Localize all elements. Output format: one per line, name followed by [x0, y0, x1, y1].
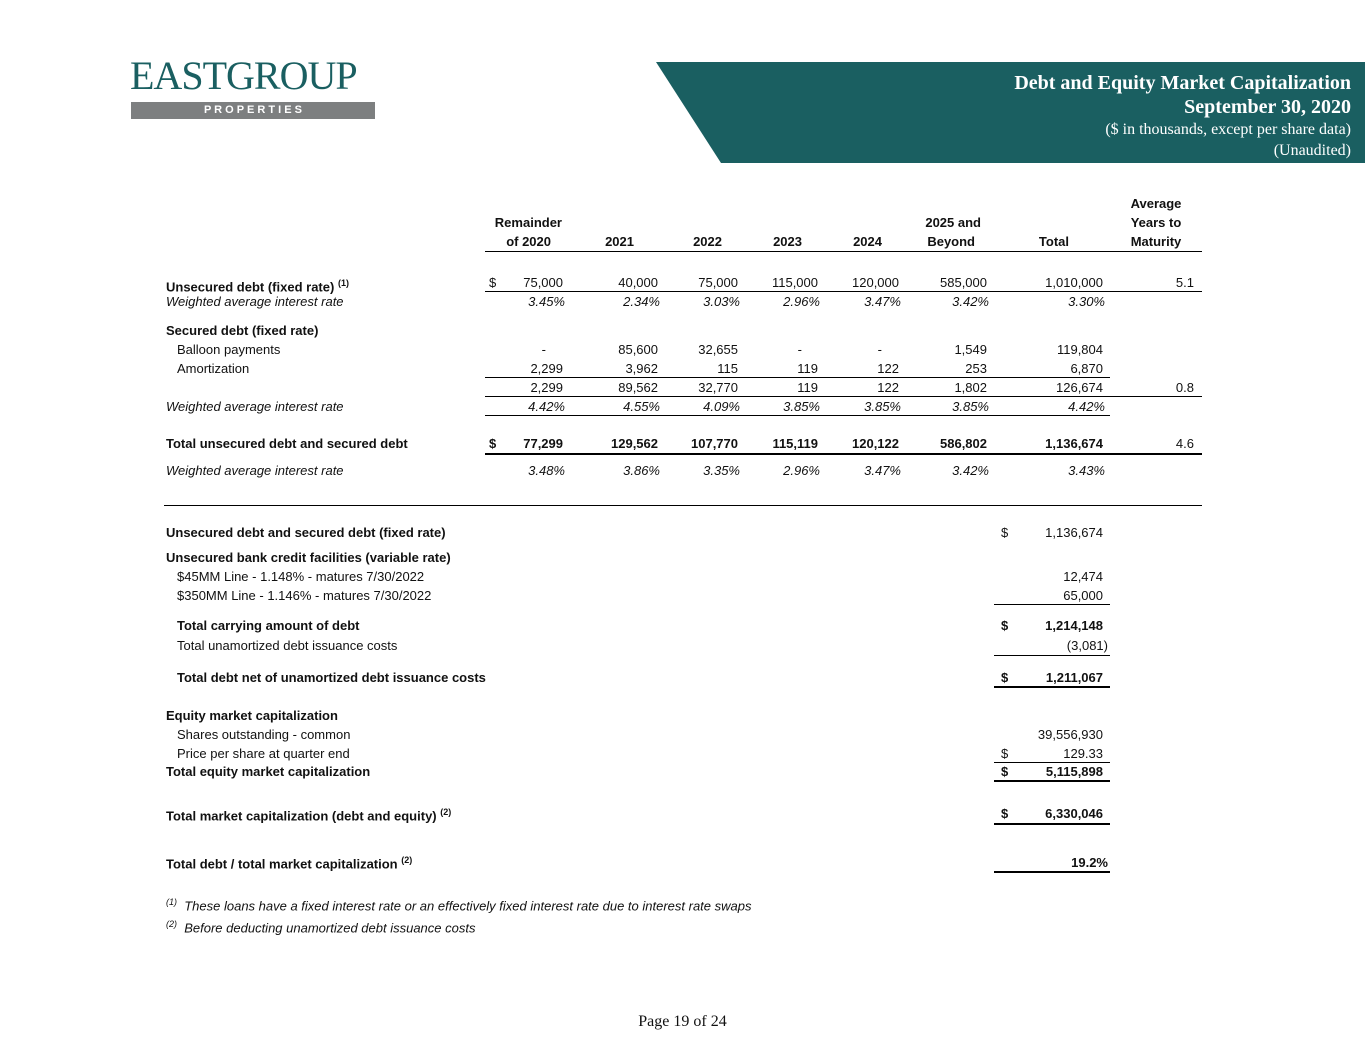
line350-value: 65,000: [1063, 588, 1103, 603]
ratio-label: [166, 852, 412, 872]
header-avg-line3: Maturity: [1130, 234, 1182, 249]
logo-subtitle: P R O P E R T I E S: [131, 102, 375, 119]
market-cap-value: 6,330,046: [1045, 806, 1103, 821]
table-row: [0, 275, 1365, 295]
header-beyond-line2: Beyond: [927, 234, 975, 249]
unamortized-label: Total unamortized debt issuance costs: [177, 638, 398, 653]
cell-2021: 4.55%: [623, 399, 660, 414]
cell-2022: 107,770: [691, 436, 738, 451]
banner-date: September 30, 2020: [1184, 96, 1351, 118]
cell-total: 1,136,674: [1045, 436, 1103, 451]
cell-total: 1,010,000: [1045, 275, 1103, 290]
cell-total: 6,870: [1070, 361, 1103, 376]
header-banner: [656, 62, 1365, 163]
cell-total: 119,804: [1056, 342, 1103, 357]
cell-years: 0.8: [1175, 380, 1194, 395]
cell-2024: 122: [877, 361, 899, 376]
cell-2023: 119: [797, 380, 818, 395]
footnote-1: [166, 894, 751, 914]
line45-label: $45MM Line - 1.148% - matures 7/30/2022: [177, 569, 425, 584]
cell-2024: 120,000: [852, 275, 899, 290]
cell-2022: 115: [717, 361, 738, 376]
market-cap-text: Total market capitalization (debt and equity): [166, 808, 437, 824]
shares-label: Shares outstanding - common: [177, 727, 351, 742]
banner-title: Debt and Equity Market Capitalization: [1014, 72, 1351, 94]
shares-value: 39,556,930: [1037, 727, 1103, 742]
cell-2024: 3.47%: [864, 294, 901, 309]
table-row: [0, 436, 1365, 452]
dollar-sign: $: [1001, 764, 1009, 779]
cell-2021: 3.86%: [623, 463, 660, 478]
price-value: 129.33: [1063, 746, 1103, 761]
unsecured-label: Unsecured debt (fixed rate): [166, 279, 335, 295]
cell-2023: 3.85%: [783, 399, 820, 414]
header-underline: [485, 251, 1202, 252]
cell-2024: -: [877, 342, 882, 357]
table-row: [0, 463, 1365, 479]
cell-2020: 2,299: [530, 380, 563, 395]
cell-2021: 2.34%: [623, 294, 660, 309]
row-underline: [485, 377, 1110, 378]
cell-2022: 4.09%: [703, 399, 740, 414]
footnote-text: These loans have a fixed interest rate or an effectively fixed interest rate due to interest rate swaps: [184, 898, 752, 914]
company-logo: [130, 55, 377, 120]
footnote-2: [166, 916, 475, 936]
header-remainder-line2: of 2020: [506, 234, 551, 249]
price-label: Price per share at quarter end: [177, 746, 350, 761]
table-row: [0, 361, 1365, 377]
secured-section-title: Secured debt (fixed rate): [166, 323, 319, 338]
equity-total-label: Total equity market capitalization: [166, 764, 371, 779]
cell-2023: 115,000: [771, 275, 818, 290]
row-underline: [485, 396, 1202, 397]
unamortized-value: (3,081): [1066, 638, 1108, 653]
equity-title: Equity market capitalization: [166, 708, 338, 723]
carrying-value: 1,214,148: [1045, 618, 1103, 633]
dollar-sign: $: [1001, 618, 1009, 633]
cell-2020: 3.45%: [528, 294, 565, 309]
market-cap-label: [166, 804, 451, 824]
net-debt-value: 1,211,067: [1045, 670, 1103, 685]
banner-units: ($ in thousands, except per share data): [1105, 121, 1351, 138]
row-label: Weighted average interest rate: [166, 463, 344, 478]
row-label: Weighted average interest rate: [166, 294, 344, 309]
footnote-ref: (1): [337, 278, 349, 288]
cell-2022: 3.03%: [703, 294, 740, 309]
cell-beyond: 3.42%: [952, 463, 989, 478]
cell-2020: 77,299: [523, 436, 563, 451]
row-label: [166, 275, 349, 295]
ratio-text: Total debt / total market capitalization: [166, 856, 398, 872]
cell-2022: 32,770: [698, 380, 738, 395]
table-row: [0, 380, 1365, 396]
header-avg-line2: Years to: [1130, 215, 1182, 230]
dollar-sign: $: [1001, 525, 1009, 540]
cell-2024: 3.47%: [864, 463, 901, 478]
line350-label: $350MM Line - 1.146% - matures 7/30/2022: [177, 588, 432, 603]
row-underline: [994, 655, 1110, 656]
footnote-mark: (1): [166, 897, 177, 907]
footnote-ref: (2): [440, 807, 452, 817]
row-label: Balloon payments: [177, 342, 281, 357]
dollar-sign: $: [1001, 746, 1009, 761]
header-2022: 2022: [693, 234, 722, 249]
cell-2023: 2.96%: [783, 463, 820, 478]
cell-total: 3.30%: [1068, 294, 1105, 309]
cell-2024: 120,122: [852, 436, 899, 451]
cell-2021: 3,962: [625, 361, 658, 376]
header-2023: 2023: [773, 234, 802, 249]
net-debt-label: Total debt net of unamortized debt issuance costs: [177, 670, 486, 685]
line45-value: 12,474: [1063, 569, 1103, 584]
cell-2022: 32,655: [698, 342, 738, 357]
cell-2020: 2,299: [530, 361, 563, 376]
equity-total-value: 5,115,898: [1045, 764, 1103, 779]
cell-beyond: 585,000: [940, 275, 987, 290]
dollar-sign: $: [489, 275, 497, 290]
row-underline: [485, 415, 1110, 416]
row-double-underline: [994, 686, 1110, 688]
header-2024: 2024: [853, 234, 882, 249]
header-beyond-line1: 2025 and: [925, 215, 981, 230]
row-label: Weighted average interest rate: [166, 399, 344, 414]
cell-total: 3.43%: [1068, 463, 1105, 478]
ratio-value: 19.2%: [1071, 855, 1108, 870]
cell-2021: 85,600: [618, 342, 658, 357]
cell-2022: 75,000: [698, 275, 738, 290]
cell-beyond: 253: [965, 361, 987, 376]
cell-beyond: 3.42%: [952, 294, 989, 309]
cell-total: 4.42%: [1068, 399, 1105, 414]
cell-beyond: 3.85%: [952, 399, 989, 414]
table-row: [0, 342, 1365, 358]
cell-2021: 40,000: [618, 275, 658, 290]
dollar-sign: $: [1001, 670, 1009, 685]
row-underline: [994, 762, 1110, 763]
cell-2023: 2.96%: [783, 294, 820, 309]
cell-2023: -: [797, 342, 802, 357]
cell-years: 5.1: [1175, 275, 1194, 290]
bank-facilities-title: Unsecured bank credit facilities (variable rate): [166, 550, 451, 565]
cell-2022: 3.35%: [703, 463, 740, 478]
cell-2024: 122: [877, 380, 899, 395]
page-number: Page 19 of 24: [638, 1013, 727, 1030]
fixed-debt-value: 1,136,674: [1045, 525, 1103, 540]
cell-beyond: 1,802: [954, 380, 987, 395]
cell-years: 4.6: [1175, 436, 1194, 451]
row-label: Total unsecured debt and secured debt: [166, 436, 408, 451]
carrying-label: Total carrying amount of debt: [177, 618, 360, 633]
row-underline: [485, 291, 1202, 292]
cell-2023: 119: [797, 361, 818, 376]
header-avg-line1: Average: [1130, 196, 1182, 211]
fixed-debt-label: Unsecured debt and secured debt (fixed rate): [166, 525, 446, 540]
row-double-underline: [994, 871, 1110, 873]
table-row: [0, 399, 1365, 415]
cell-2020: 4.42%: [528, 399, 565, 414]
footnote-ref: (2): [401, 855, 413, 865]
cell-2024: 3.85%: [864, 399, 901, 414]
footnote-text: Before deducting unamortized debt issuance costs: [184, 920, 476, 936]
footnote-mark: (2): [166, 919, 177, 929]
row-double-underline: [994, 823, 1110, 825]
logo-wordmark: EASTGROUP: [130, 53, 357, 98]
cell-beyond: 1,549: [954, 342, 987, 357]
cell-2020: 75,000: [523, 275, 563, 290]
cell-total: 126,674: [1056, 380, 1103, 395]
row-double-underline: [485, 453, 1202, 455]
cell-2020: 3.48%: [528, 463, 565, 478]
banner-audit: (Unaudited): [1273, 142, 1351, 159]
header-2021: 2021: [605, 234, 634, 249]
header-total: Total: [1038, 234, 1069, 249]
dollar-sign: $: [1001, 806, 1009, 821]
cell-2023: 115,119: [772, 436, 818, 451]
dollar-sign: $: [489, 436, 497, 451]
cell-2020: -: [541, 342, 546, 357]
cell-2021: 129,562: [611, 436, 658, 451]
section-divider: [164, 505, 1202, 506]
cell-beyond: 586,802: [940, 436, 987, 451]
header-remainder-line1: Remainder: [494, 215, 562, 230]
cell-2021: 89,562: [618, 380, 658, 395]
table-row: [0, 294, 1365, 310]
row-double-underline: [994, 780, 1110, 782]
row-underline: [994, 604, 1110, 605]
row-label: Amortization: [177, 361, 250, 376]
